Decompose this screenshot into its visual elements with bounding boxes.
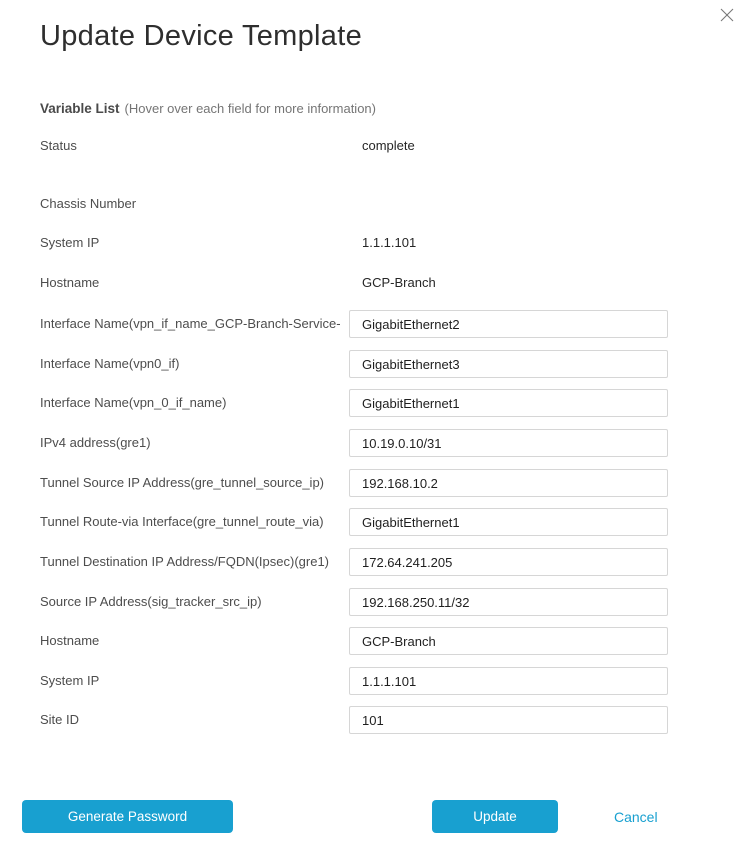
tunnel-source-ip-input[interactable] <box>349 469 668 497</box>
field-label: System IP <box>40 673 100 688</box>
site-id-input[interactable] <box>349 706 668 734</box>
row-interface-name-vpn0-if <box>0 350 752 378</box>
hostname-value: GCP-Branch <box>362 275 436 290</box>
field-label: Status <box>40 138 77 153</box>
field-label: Tunnel Route-via Interface(gre_tunnel_route_via) <box>40 514 324 529</box>
field-label: Interface Name(vpn0_if) <box>40 356 180 371</box>
system-ip-value: 1.1.1.101 <box>362 235 417 250</box>
field-label: Interface Name(vpn_if_name_GCP-Branch-Service- <box>40 316 341 331</box>
interface-name-service-input[interactable] <box>349 310 668 338</box>
field-label: Chassis Number <box>40 196 137 211</box>
field-label: IPv4 address(gre1) <box>40 435 151 450</box>
field-label: Hostname <box>40 275 100 290</box>
field-label: Hostname <box>40 633 100 648</box>
row-site-id <box>0 706 752 734</box>
variable-list-title: Variable List <box>40 101 120 116</box>
field-label: Source IP Address(sig_tracker_src_ip) <box>40 594 262 609</box>
row-tunnel-route-via <box>0 508 752 536</box>
row-chassis-number <box>0 190 752 218</box>
generate-password-button[interactable]: Generate Password <box>22 800 233 833</box>
cancel-button[interactable]: Cancel <box>600 800 672 833</box>
row-ipv4-address-gre1 <box>0 429 752 457</box>
tunnel-route-via-input[interactable] <box>349 508 668 536</box>
interface-name-vpn-0-if-name-input[interactable] <box>349 389 668 417</box>
field-label: Tunnel Destination IP Address/FQDN(Ipsec)(gre1) <box>40 554 330 569</box>
tunnel-destination-ip-input[interactable] <box>349 548 668 576</box>
ipv4-address-gre1-input[interactable] <box>349 429 668 457</box>
row-tunnel-source-ip <box>0 469 752 497</box>
field-label: Site ID <box>40 712 80 727</box>
source-ip-tracker-input[interactable] <box>349 588 668 616</box>
update-button[interactable]: Update <box>432 800 558 833</box>
row-hostname-static <box>0 269 752 297</box>
hostname-input[interactable] <box>349 627 668 655</box>
row-source-ip-tracker <box>0 588 752 616</box>
row-hostname-input <box>0 627 752 655</box>
row-status <box>0 132 752 160</box>
field-label: System IP <box>40 235 100 250</box>
interface-name-vpn0-if-input[interactable] <box>349 350 668 378</box>
row-system-ip-input <box>0 667 752 695</box>
page-title: Update Device Template <box>40 20 363 52</box>
variable-list-header <box>40 101 376 116</box>
variable-list-hint: (Hover over each field for more information) <box>124 101 376 116</box>
row-interface-name-service <box>0 310 752 338</box>
close-x-glyph <box>720 8 734 22</box>
row-system-ip-static <box>0 229 752 257</box>
status-value: complete <box>362 138 415 153</box>
row-tunnel-destination-ip <box>0 548 752 576</box>
system-ip-input[interactable] <box>349 667 668 695</box>
field-label: Interface Name(vpn_0_if_name) <box>40 395 227 410</box>
row-interface-name-vpn-0-if-name <box>0 389 752 417</box>
field-label: Tunnel Source IP Address(gre_tunnel_source_ip) <box>40 475 325 490</box>
close-icon[interactable] <box>718 6 736 24</box>
